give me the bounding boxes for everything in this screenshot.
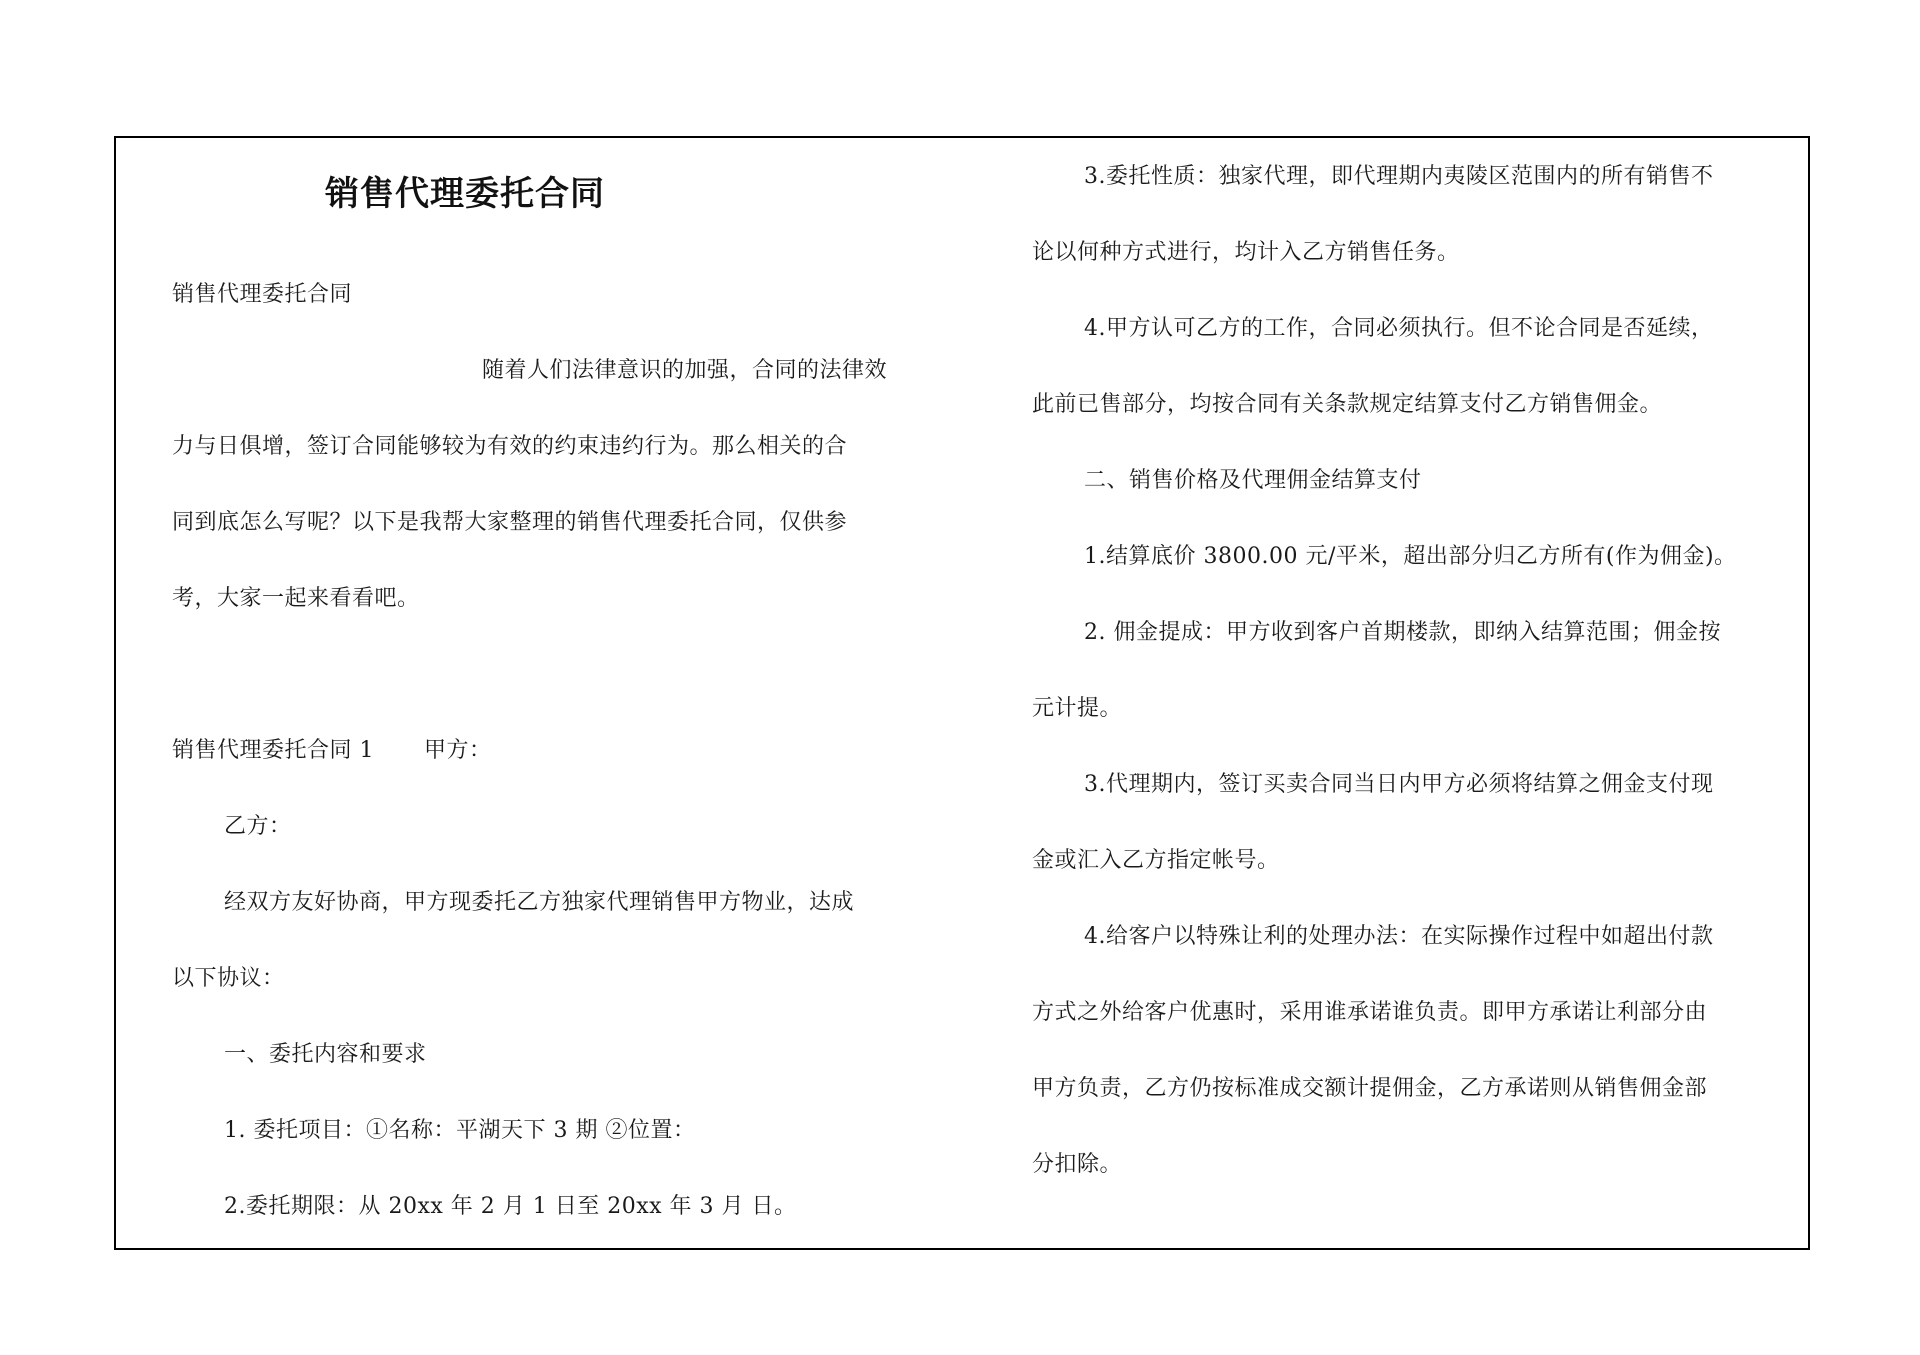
right-line-11: 4.给客户以特殊让利的处理办法：在实际操作过程中如超出付款: [1084, 924, 1714, 949]
party-a-line: [172, 736, 948, 766]
section-2-heading: 二、销售价格及代理佣金结算支付: [1084, 468, 1422, 493]
right-line-6: 1.结算底价 3800.00 元/平米，超出部分归乙方所有(作为佣金)。: [1084, 544, 1737, 569]
intro-line-2: 力与日俱增，签订合同能够较为有效的约束违约行为。那么相关的合: [172, 434, 848, 459]
right-line-10: 金或汇入乙方指定帐号。: [1032, 848, 1280, 873]
right-line-4: 此前已售部分，均按合同有关条款规定结算支付乙方销售佣金。: [1032, 392, 1663, 417]
intro-line-1: 随着人们法律意识的加强，合同的法律效: [482, 358, 888, 383]
right-line-1: 3.委托性质：独家代理，即代理期内夷陵区范围内的所有销售不: [1084, 164, 1714, 189]
right-line-9: 3.代理期内，签订买卖合同当日内甲方必须将结算之佣金支付现: [1084, 772, 1714, 797]
right-line-14: 分扣除。: [1032, 1152, 1123, 1177]
agreement-line-1: 经双方友好协商，甲方现委托乙方独家代理销售甲方物业，达成: [224, 890, 855, 915]
party-b-line: 乙方：: [224, 814, 292, 839]
right-line-7: 2. 佣金提成：甲方收到客户首期楼款，即纳入结算范围；佣金按: [1084, 620, 1721, 645]
intro-line-3: 同到底怎么写呢？以下是我帮大家整理的销售代理委托合同，仅供参: [172, 510, 848, 535]
right-line-12: 方式之外给客户优惠时，采用谁承诺谁负责。即甲方承诺让利部分由: [1032, 1000, 1708, 1025]
right-line-8: 元计提。: [1032, 696, 1123, 721]
right-line-3: 4.甲方认可乙方的工作，合同必须执行。但不论合同是否延续，: [1084, 316, 1714, 341]
agreement-line-2: 以下协议：: [172, 966, 285, 991]
party-a-label: 甲方：: [424, 738, 492, 763]
document-page: [114, 136, 1810, 1250]
right-line-13: 甲方负责，乙方仍按标准成交额计提佣金，乙方承诺则从销售佣金部: [1032, 1076, 1708, 1101]
item-1-line: 1. 委托项目：①名称：平湖天下 3 期 ②位置：: [224, 1118, 696, 1143]
item-2-line: 2.委托期限：从 20xx 年 2 月 1 日至 20xx 年 3 月 日。: [224, 1194, 797, 1219]
contract-number-label: 销售代理委托合同 1: [172, 738, 374, 763]
intro-line-4: 考，大家一起来看看吧。: [172, 586, 420, 611]
section-1-heading: 一、委托内容和要求: [224, 1042, 427, 1067]
left-column: [172, 138, 948, 1248]
right-line-2: 论以何种方式进行，均计入乙方销售任务。: [1032, 240, 1460, 265]
right-column: [1032, 138, 1798, 1248]
document-title: 销售代理委托合同: [325, 174, 605, 214]
subtitle-line: 销售代理委托合同: [172, 282, 353, 307]
